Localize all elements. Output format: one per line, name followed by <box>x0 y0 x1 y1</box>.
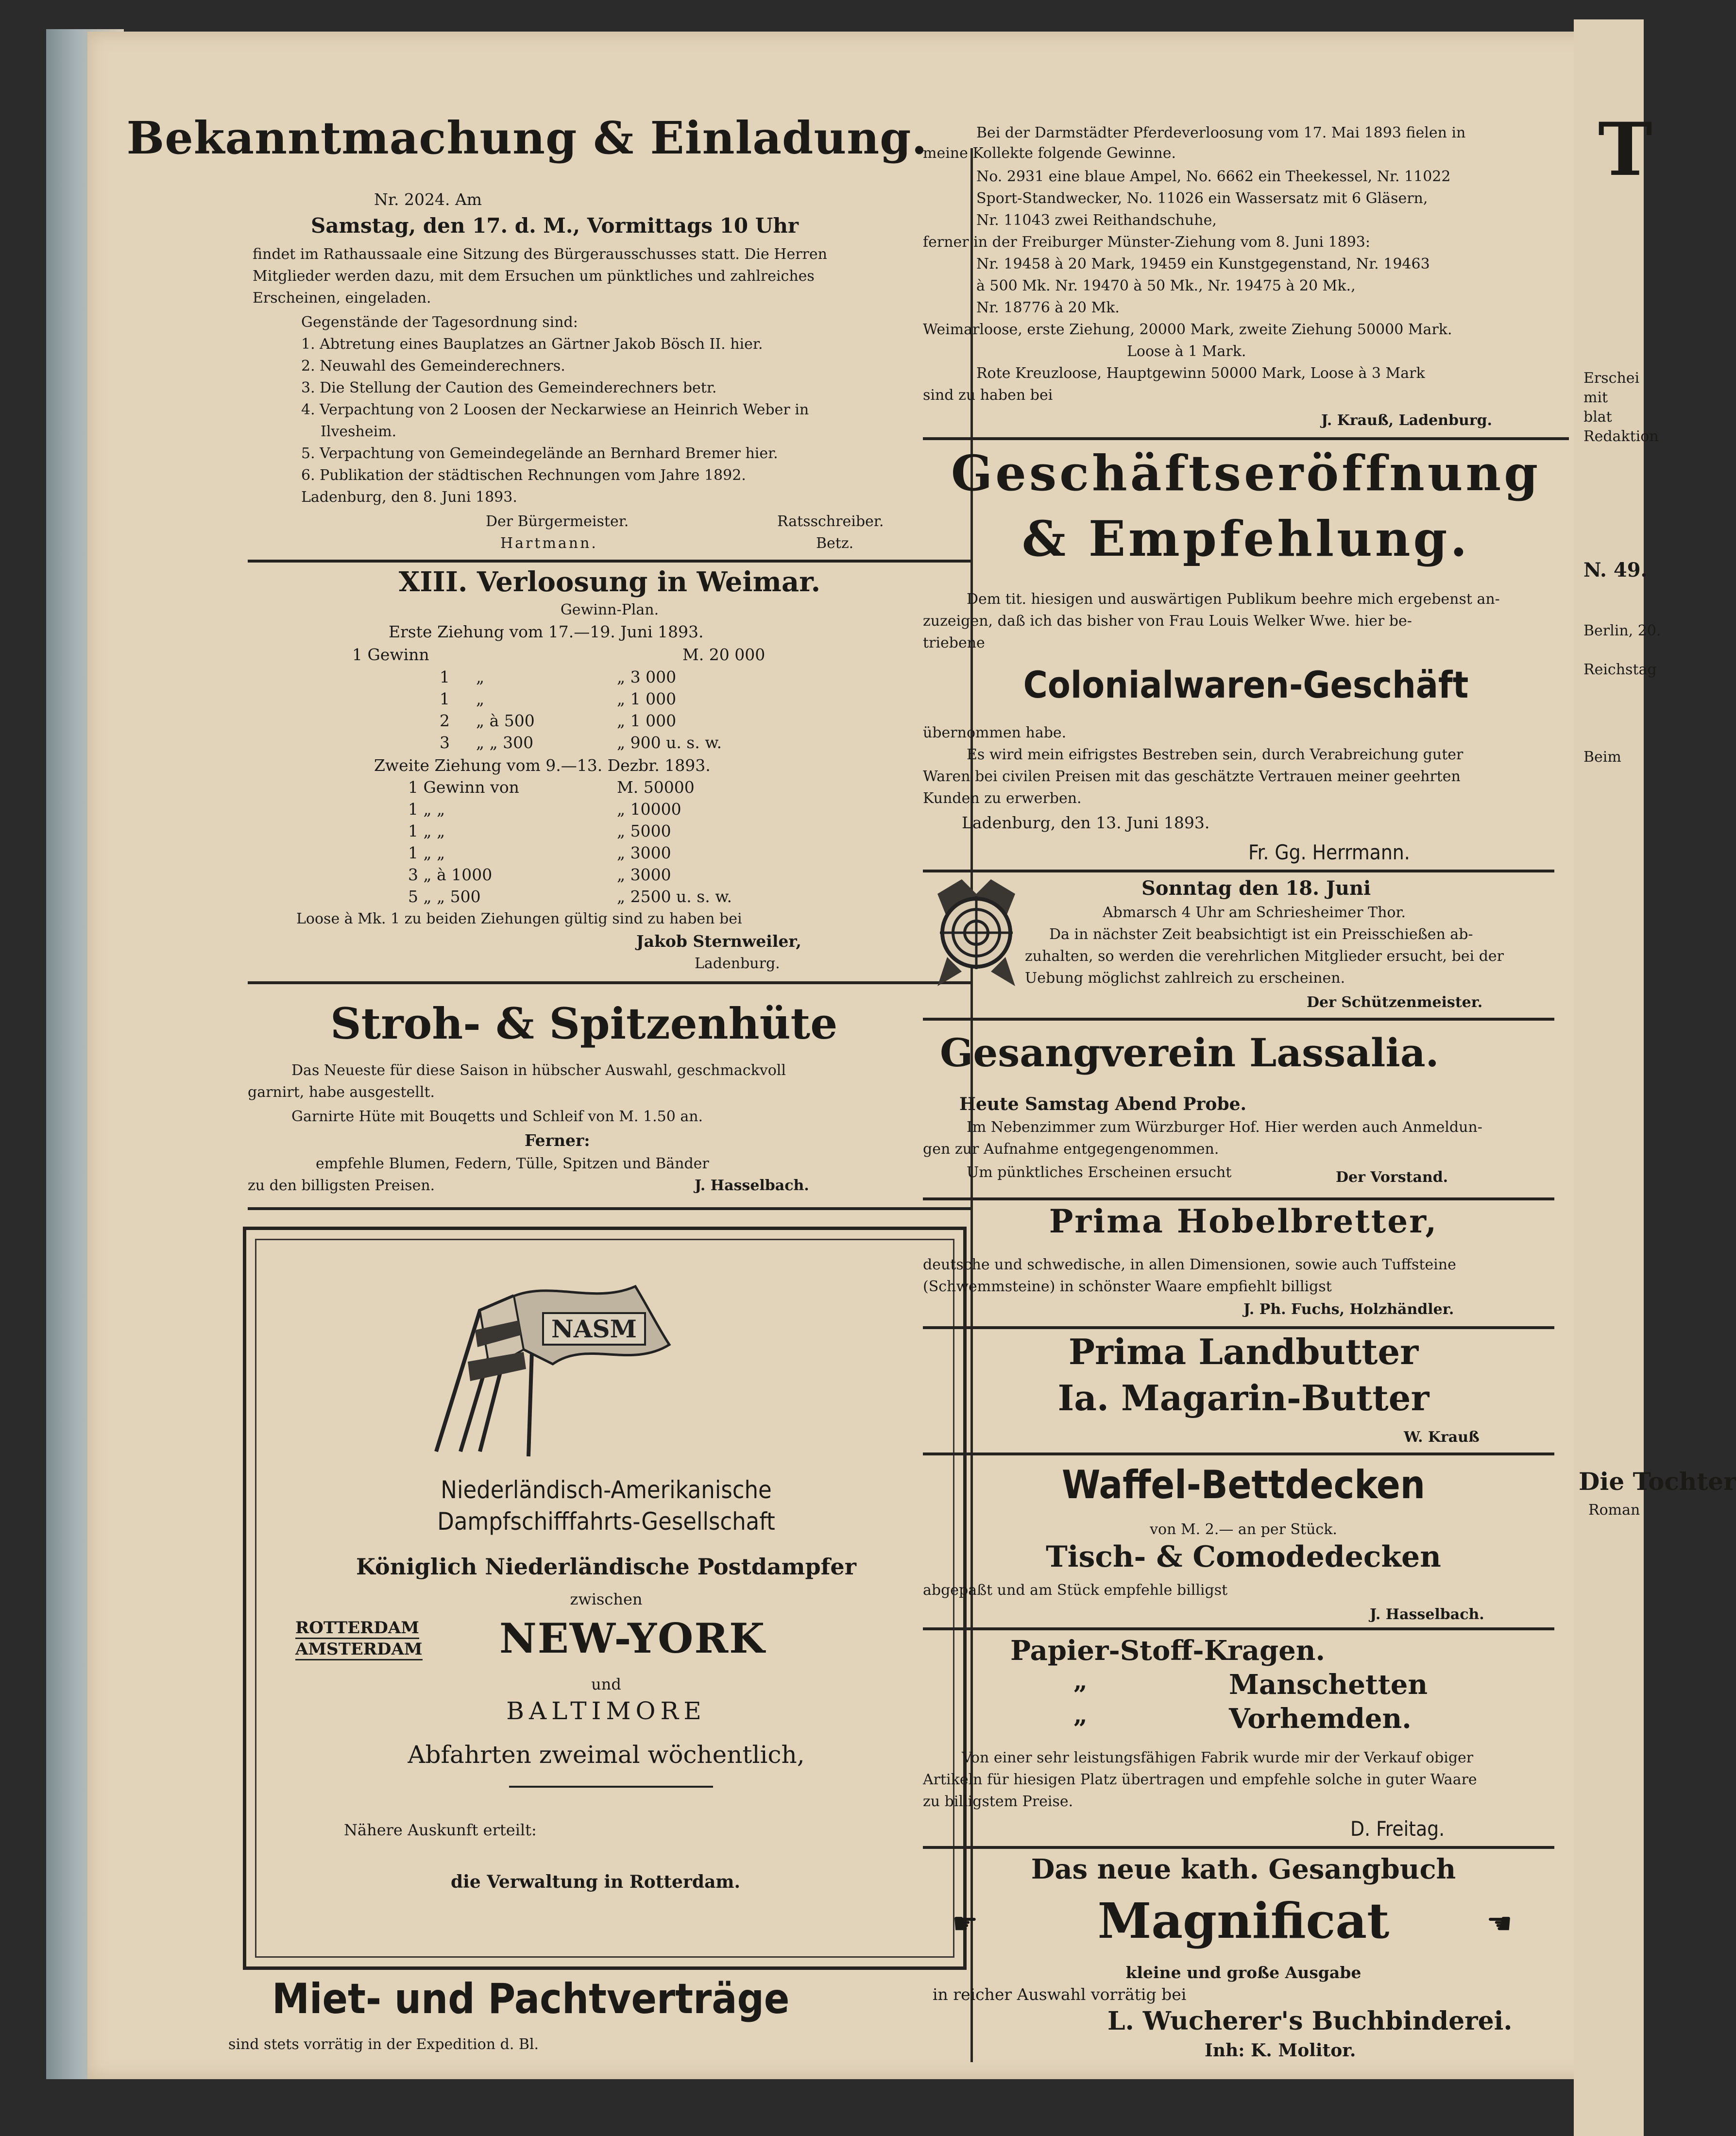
gesch-text-3: triebene <box>923 634 985 651</box>
bek-item-3: 3. Die Stellung der Caution des Gemeinderechners betr. <box>301 379 717 396</box>
next-frag-9: Die Tochter <box>1579 1467 1736 1496</box>
bek-item-1: 1. Abtretung eines Bauplatzes an Gärtner Jakob Bösch II. hier. <box>301 336 763 353</box>
nasm-auskunft: Nähere Auskunft erteilt: <box>344 1821 537 1839</box>
target-emblem-icon <box>928 874 1025 991</box>
bek-text-2: Mitglieder werden dazu, mit dem Ersuchen um pünktliches und zahlreiches <box>253 268 815 285</box>
v1-row4-right: „ 1 000 <box>617 711 677 730</box>
darm-text-9: Nr. 18776 à 20 Mk. <box>976 299 1120 316</box>
gesch-colonialwaren: Colonialwaren-Geschäft <box>1023 663 1469 706</box>
papier-text-3: zu billigstem Preise. <box>923 1793 1073 1810</box>
next-frag-10: Roman <box>1588 1502 1640 1519</box>
darm-sig: J. Krauß, Ladenburg. <box>1321 412 1492 429</box>
gesch-text-1: Dem tit. hiesigen und auswärtigen Publikum beehre mich ergebenst an- <box>967 591 1500 608</box>
v2-row1-left: 1 Gewinn von <box>408 778 519 797</box>
hobel-text-2: (Schwemmsteine) in schönster Waare empfiehlt billigst <box>923 1278 1332 1295</box>
next-frag-4: Redaktion <box>1583 428 1659 445</box>
stroh-text-4: empfehle Blumen, Federn, Tülle, Spitzen und Bänder <box>316 1155 709 1172</box>
butter-sig: W. Krauß <box>1404 1429 1480 1446</box>
divider <box>923 1846 1554 1849</box>
gesch-title-2: & Empfehlung. <box>1021 510 1470 567</box>
v2-row6-left: 5 „ „ 500 <box>408 887 481 906</box>
nasm-flag-icon <box>407 1267 679 1461</box>
v1-row5-right: „ 900 u. s. w. <box>617 733 722 752</box>
v1-row2-mid: „ <box>476 667 485 686</box>
divider <box>248 1207 971 1210</box>
papier-text-2: Artikeln für hiesigen Platz übertragen und empfehle solche in guter Waare <box>923 1771 1477 1788</box>
miet-title: Miet- und Pachtverträge <box>272 1975 790 2023</box>
next-frag-6: Berlin, 20. <box>1583 622 1661 639</box>
bek-item-5: 5. Verpachtung von Gemeindegelände an Bernhard Bremer hier. <box>301 445 778 462</box>
schuetz-text-1: Abmarsch 4 Uhr am Schriesheimer Thor. <box>1103 904 1406 921</box>
nasm-zwischen: zwischen <box>570 1590 643 1608</box>
verloosung-draw-2: Zweite Ziehung vom 9.—13. Dezbr. 1893. <box>374 756 711 775</box>
verloosung-subtitle: Gewinn-Plan. <box>560 601 659 618</box>
papier-text-1: Von einer sehr leistungsfähigen Fabrik wurde mir der Verkauf obiger <box>962 1749 1474 1766</box>
darm-text-10: Weimarloose, erste Ziehung, 20000 Mark, zweite Ziehung 50000 Mark. <box>923 321 1452 338</box>
gesch-text-7: Kunden zu erwerben. <box>923 790 1082 807</box>
gesch-place-date: Ladenburg, den 13. Juni 1893. <box>962 813 1210 832</box>
papier-sig: D. Freitag. <box>1350 1817 1445 1841</box>
darm-text-11: Loose à 1 Mark. <box>1127 343 1246 360</box>
next-masthead-fragment: T <box>1598 107 1652 192</box>
pointing-hand-right-icon: ☛ <box>952 1907 978 1941</box>
v2-row4-right: „ 3000 <box>617 843 671 862</box>
v2-row3-right: „ 5000 <box>617 821 671 840</box>
gesch-sig: Fr. Gg. Herrmann. <box>1248 840 1410 864</box>
nasm-company-2: Dampfschifffahrts-Gesellschaft <box>437 1507 775 1536</box>
v1-row5-mid: „ „ 300 <box>476 733 534 752</box>
v1-row3-left: 1 <box>440 689 450 708</box>
bek-text-3: Erscheinen, eingeladen. <box>253 290 431 307</box>
bek-sig-mayor: Der Bürgermeister. <box>486 513 629 530</box>
divider <box>923 437 1569 440</box>
stroh-text-2: garnirt, habe ausgestellt. <box>248 1084 435 1101</box>
bekanntmachung-title: Bekanntmachung & Einladung. <box>126 112 928 164</box>
schuetz-text-2: Da in nächster Zeit beabsichtigt ist ein Preisschießen ab- <box>1049 926 1473 943</box>
darm-text-8: à 500 Mk. Nr. 19470 à 50 Mk., Nr. 19475 à 20 Mk., <box>976 277 1356 294</box>
nasm-und: und <box>591 1675 621 1693</box>
gesch-text-6: Waren bei civilen Preisen mit das geschätzte Vertrauen meiner geehrten <box>923 768 1461 785</box>
v1-row4-left: 2 <box>440 711 450 730</box>
v1-row5-left: 3 <box>440 733 450 752</box>
schuetz-text-3: zuhalten, so werden die verehrlichen Mitglieder ersucht, bei der <box>1025 948 1504 965</box>
magnificat-owner: Inh: K. Molitor. <box>1205 2040 1356 2061</box>
next-page-fragment <box>1574 19 1736 2136</box>
papier-title-1: Papier-Stoff-Kragen. <box>1010 1635 1326 1667</box>
stroh-text-3: Garnirte Hüte mit Bouqetts und Schleif von M. 1.50 an. <box>291 1108 703 1125</box>
v2-row1-right: M. 50000 <box>617 778 695 797</box>
gesch-text-5: Es wird mein eifrigstes Bestreben sein, durch Verabreichung guter <box>967 746 1464 763</box>
lassalia-text-3: gen zur Aufnahme entgegengenommen. <box>923 1141 1219 1158</box>
v1-row1-left: 1 Gewinn <box>352 645 429 664</box>
v2-row4-left: 1 „ „ <box>408 843 445 862</box>
v1-row2-left: 1 <box>440 667 450 686</box>
waffel-title: Waffel-Bettdecken <box>1061 1462 1426 1507</box>
v2-row2-right: „ 10000 <box>617 800 681 819</box>
stroh-sig: J. Hasselbach. <box>695 1177 809 1194</box>
verloosung-loose: Loose à Mk. 1 zu beiden Ziehungen gültig sind zu haben bei <box>296 910 742 927</box>
stroh-ferner: Ferner: <box>525 1131 590 1150</box>
magnificat-text-2: in reicher Auswahl vorrätig bei <box>933 1985 1187 2004</box>
magnificat-sig: L. Wucherer's Buchbinderei. <box>1107 2006 1513 2036</box>
schuetz-title: Sonntag den 18. Juni <box>1141 877 1371 900</box>
bek-nr: Nr. 2024. Am <box>374 190 482 209</box>
gesch-title-1: Geschäftseröffnung <box>951 444 1541 502</box>
next-frag-3: blat <box>1583 409 1612 426</box>
v2-row3-left: 1 „ „ <box>408 821 445 840</box>
darm-text-6: ferner in der Freiburger Münster-Ziehung vom 8. Juni 1893: <box>923 234 1370 251</box>
darm-text-7: Nr. 19458 à 20 Mark, 19459 ein Kunstgegenstand, Nr. 19463 <box>976 256 1430 273</box>
stroh-text-1: Das Neueste für diese Saison in hübscher Auswahl, geschmackvoll <box>291 1062 786 1079</box>
waffel-text: abgepaßt und am Stück empfehle billigst <box>923 1582 1228 1599</box>
next-frag-7: Reichstag <box>1583 661 1657 678</box>
magnificat-title: Magnificat <box>1097 1892 1390 1949</box>
hobel-sig: J. Ph. Fuchs, Holzhändler. <box>1243 1301 1454 1318</box>
newspaper-page <box>87 32 1603 2079</box>
nasm-postdampfer: Königlich Niederländische Postdampfer <box>356 1554 856 1580</box>
darm-text-3: No. 2931 eine blaue Ampel, No. 6662 ein Theekessel, Nr. 11022 <box>976 168 1451 185</box>
papier-title-2: Manschetten <box>1229 1669 1428 1701</box>
butter-title-1: Prima Landbutter <box>1068 1331 1419 1372</box>
miet-subtitle: sind stets vorrätig in der Expedition d. Bl. <box>228 2036 539 2053</box>
schuetz-text-4: Uebung möglichst zahlreich zu erscheinen. <box>1025 970 1345 987</box>
v2-row6-right: „ 2500 u. s. w. <box>617 887 732 906</box>
verloosung-seller-place: Ladenburg. <box>695 955 780 972</box>
bek-item-2: 2. Neuwahl des Gemeinderechners. <box>301 358 565 375</box>
darm-text-4: Sport-Standwecker, No. 11026 ein Wassersatz mit 6 Gläsern, <box>976 190 1428 207</box>
divider <box>923 1452 1554 1455</box>
bek-item-6: 6. Publikation der städtischen Rechnungen vom Jahre 1892. <box>301 467 746 484</box>
nasm-flag-label: NASM <box>551 1315 637 1343</box>
magnificat-text-1: kleine und große Ausgabe <box>1125 1963 1362 1982</box>
next-frag-1: Erschei <box>1583 370 1640 387</box>
nasm-newyork: NEW-YORK <box>499 1614 766 1662</box>
divider <box>248 560 971 563</box>
bek-item-4a: 4. Verpachtung von 2 Loosen der Neckarwiese an Heinrich Weber in <box>301 401 809 418</box>
divider <box>923 1018 1554 1021</box>
stroh-title: Stroh- & Spitzenhüte <box>330 998 838 1049</box>
darm-text-2: meine Kollekte folgende Gewinne. <box>923 145 1176 162</box>
darm-text-12: Rote Kreuzloose, Hauptgewinn 50000 Mark, Loose à 3 Mark <box>976 365 1425 382</box>
nasm-ad <box>243 1227 967 1970</box>
divider <box>923 1326 1554 1329</box>
v2-row5-right: „ 3000 <box>617 865 671 884</box>
v2-row5-left: 3 „ à 1000 <box>408 865 493 884</box>
bek-text-4: Gegenstände der Tagesordnung sind: <box>301 314 578 331</box>
divider <box>509 1786 713 1788</box>
papier-ditto-2: „ <box>1073 1700 1088 1729</box>
butter-title-2: Ia. Magarin-Butter <box>1057 1377 1430 1418</box>
bek-sig-mayor-name: Hartmann. <box>500 535 598 552</box>
nasm-rotterdam: ROTTERDAM <box>295 1618 419 1639</box>
v1-row3-right: „ 1 000 <box>617 689 677 708</box>
next-frag-8: Beim <box>1583 749 1621 766</box>
lassalia-text-2: Im Nebenzimmer zum Würzburger Hof. Hier werden auch Anmeldun- <box>967 1119 1482 1136</box>
bek-date: Samstag, den 17. d. M., Vormittags 10 Uhr <box>311 214 799 238</box>
verloosung-seller: Jakob Sternweiler, <box>636 932 801 951</box>
darm-text-13: sind zu haben bei <box>923 387 1053 404</box>
divider <box>923 1627 1554 1630</box>
magnificat-heading: Das neue kath. Gesangbuch <box>1031 1853 1456 1885</box>
lassalia-text-1: Heute Samstag Abend Probe. <box>959 1094 1247 1114</box>
schuetz-sig: Der Schützenmeister. <box>1307 994 1483 1011</box>
divider <box>923 1197 1554 1200</box>
v1-row4-mid: „ à 500 <box>476 711 535 730</box>
divider <box>923 870 1554 872</box>
hobel-text-1: deutsche und schwedische, in allen Dimensionen, sowie auch Tuffsteine <box>923 1256 1456 1273</box>
waffel-title-2: Tisch- & Comodedecken <box>1046 1540 1441 1574</box>
divider <box>248 981 971 984</box>
papier-title-3: Vorhemden. <box>1229 1703 1412 1735</box>
nasm-abfahrten: Abfahrten zweimal wöchentlich, <box>408 1741 805 1769</box>
v2-row2-left: 1 „ „ <box>408 800 445 819</box>
nasm-company-1: Niederländisch-Amerikanische <box>441 1476 772 1504</box>
next-frag-2: mit <box>1583 389 1608 406</box>
waffel-sig: J. Hasselbach. <box>1370 1606 1484 1623</box>
nasm-amsterdam: AMSTERDAM <box>295 1640 423 1660</box>
gesch-text-2: zuzeigen, daß ich das bisher von Frau Louis Welker Wwe. hier be- <box>923 613 1412 630</box>
lassalia-title: Gesangverein Lassalia. <box>940 1030 1439 1076</box>
darm-text-5: Nr. 11043 zwei Reithandschuhe, <box>976 212 1217 229</box>
stroh-text-5: zu den billigsten Preisen. <box>248 1177 435 1194</box>
papier-ditto-1: „ <box>1073 1666 1088 1695</box>
verloosung-draw-1: Erste Ziehung vom 17.—19. Juni 1893. <box>389 622 704 641</box>
next-frag-5: N. 49. <box>1583 559 1648 581</box>
hobel-title: Prima Hobelbretter, <box>1049 1202 1438 1240</box>
waffel-price: von M. 2.— an per Stück. <box>1150 1521 1337 1538</box>
nasm-baltimore: BALTIMORE <box>506 1697 706 1725</box>
bek-place-date: Ladenburg, den 8. Juni 1893. <box>301 489 517 506</box>
bek-sig-clerk-name: Betz. <box>816 535 854 552</box>
lassalia-text-4: Um pünktliches Erscheinen ersucht <box>967 1164 1232 1181</box>
nasm-verwaltung: die Verwaltung in Rotterdam. <box>451 1872 741 1892</box>
bek-sig-clerk: Ratsschreiber. <box>777 513 884 530</box>
lassalia-sig: Der Vorstand. <box>1336 1169 1448 1186</box>
darm-text-1: Bei der Darmstädter Pferdeverloosung vom 17. Mai 1893 fielen in <box>976 124 1466 141</box>
gesch-text-4: übernommen habe. <box>923 724 1067 741</box>
v1-row3-mid: „ <box>476 689 485 708</box>
v1-row1-right: M. 20 000 <box>682 645 766 664</box>
bek-text-1: findet im Rathaussaale eine Sitzung des Bürgerausschusses statt. Die Herren <box>253 246 827 263</box>
bek-item-4b: Ilvesheim. <box>321 423 397 440</box>
v1-row2-right: „ 3 000 <box>617 667 677 686</box>
verloosung-title: XIII. Verloosung in Weimar. <box>398 566 821 598</box>
pointing-hand-left-icon: ☚ <box>1486 1907 1513 1941</box>
